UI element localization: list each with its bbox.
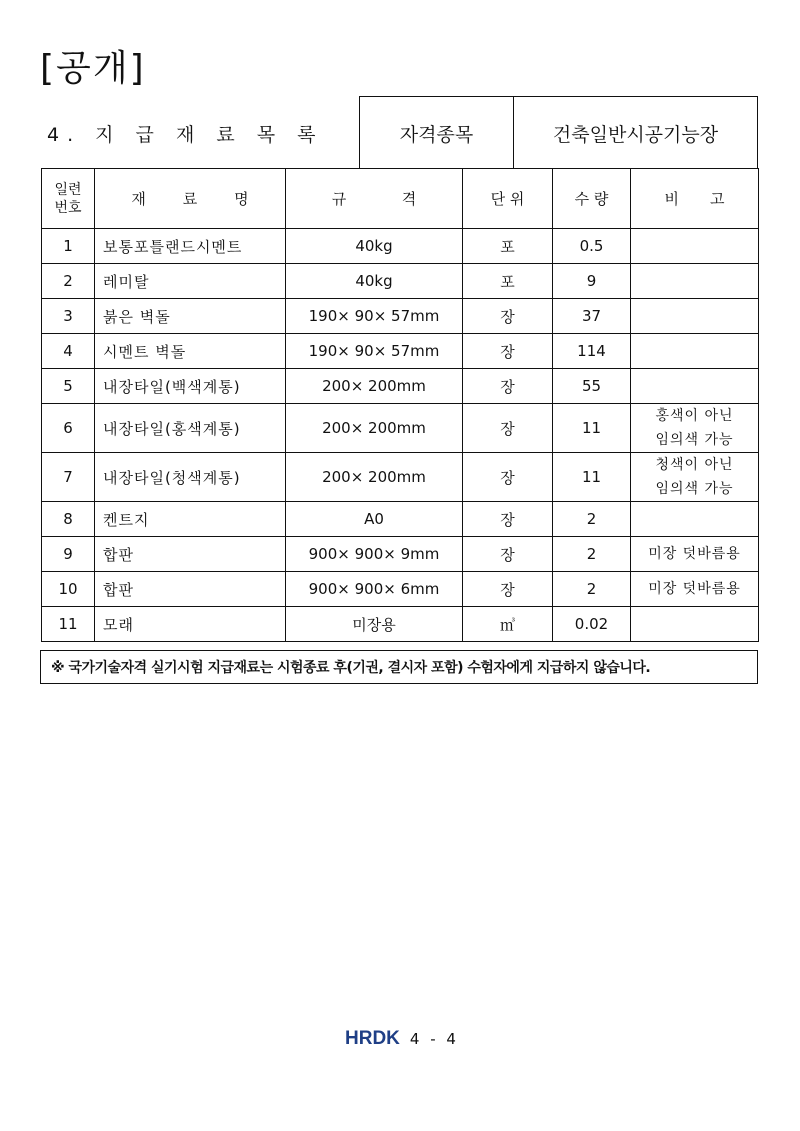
table-row xyxy=(42,404,759,453)
row-serial-no: 11 xyxy=(42,607,95,642)
row-material-name: 내장타일(청색계통) xyxy=(95,453,286,502)
row-quantity: 0.5 xyxy=(553,229,631,264)
row-note-line1: 홍색이 아닌 xyxy=(655,408,734,424)
row-serial-no: 1 xyxy=(42,229,95,264)
row-note-line2: 임의색 가능 xyxy=(655,432,734,448)
header-name-char: 명 xyxy=(234,190,249,208)
row-spec: 200× 200mm xyxy=(286,369,463,404)
row-unit: 장 xyxy=(463,453,553,502)
row-unit: 포 xyxy=(463,229,553,264)
row-material-name: 내장타일(홍색계통) xyxy=(95,404,286,453)
header-material-name xyxy=(95,169,286,229)
row-note xyxy=(631,299,759,334)
row-note xyxy=(631,502,759,537)
row-note-line1: 청색이 아닌 xyxy=(655,457,734,473)
row-material-name: 레미탈 xyxy=(95,264,286,299)
materials-table xyxy=(41,168,759,642)
row-spec: 900× 900× 9mm xyxy=(286,537,463,572)
row-material-name: 켄트지 xyxy=(95,502,286,537)
row-serial-no: 8 xyxy=(42,502,95,537)
row-material-name: 붉은 벽돌 xyxy=(95,299,286,334)
row-quantity: 2 xyxy=(553,572,631,607)
row-unit: 포 xyxy=(463,264,553,299)
section-title: 4. 지 급 재 료 목 록 xyxy=(47,123,324,146)
row-note xyxy=(631,607,759,642)
row-serial-no: 4 xyxy=(42,334,95,369)
row-spec: 900× 900× 6mm xyxy=(286,572,463,607)
row-spec: 190× 90× 57mm xyxy=(286,299,463,334)
row-quantity: 0.02 xyxy=(553,607,631,642)
header-unit: 단 위 xyxy=(463,169,553,229)
row-spec: 40kg xyxy=(286,229,463,264)
section-header xyxy=(41,96,758,169)
row-quantity: 2 xyxy=(553,502,631,537)
page-number: 4 - 4 xyxy=(409,1030,459,1048)
qualification-label: 자격종목 xyxy=(360,97,514,169)
row-note-line1: 미장 덧바름용 xyxy=(648,581,741,597)
row-spec: 미장용 xyxy=(286,607,463,642)
row-quantity: 55 xyxy=(553,369,631,404)
row-spec: 200× 200mm xyxy=(286,453,463,502)
table-header-row xyxy=(42,169,759,229)
hrdk-logo: HRDK xyxy=(345,1028,400,1049)
row-quantity: 11 xyxy=(553,453,631,502)
header-spec-char: 규 xyxy=(331,190,347,208)
row-serial-no: 7 xyxy=(42,453,95,502)
table-row xyxy=(42,229,759,264)
row-serial-no: 5 xyxy=(42,369,95,404)
row-unit: 장 xyxy=(463,369,553,404)
page-footer xyxy=(345,1028,459,1050)
row-note xyxy=(631,334,759,369)
table-row xyxy=(42,264,759,299)
header-note-char: 고 xyxy=(710,190,725,208)
row-quantity: 37 xyxy=(553,299,631,334)
qualification-box xyxy=(359,96,758,169)
table-row xyxy=(42,502,759,537)
row-material-name: 보통포틀랜드시멘트 xyxy=(95,229,286,264)
header-serial-no xyxy=(42,169,95,229)
notice-box: ※ 국가기술자격 실기시험 지급재료는 시험종료 후(기권, 결시자 포함) 수험자에게 지급하지 않습니다. xyxy=(40,650,758,684)
qualification-value: 건축일반시공기능장 xyxy=(552,123,719,146)
header-note-char: 비 xyxy=(664,190,679,208)
row-quantity: 114 xyxy=(553,334,631,369)
row-material-name: 합판 xyxy=(95,572,286,607)
row-material-name: 모래 xyxy=(95,607,286,642)
row-spec: 40kg xyxy=(286,264,463,299)
row-note xyxy=(631,229,759,264)
row-unit: 장 xyxy=(463,502,553,537)
table-row xyxy=(42,572,759,607)
row-spec: 200× 200mm xyxy=(286,404,463,453)
table-row xyxy=(42,334,759,369)
header-serial-line2: 번호 xyxy=(54,199,82,216)
row-quantity: 9 xyxy=(553,264,631,299)
table-row xyxy=(42,607,759,642)
row-spec: 190× 90× 57mm xyxy=(286,334,463,369)
row-material-name: 내장타일(백색계통) xyxy=(95,369,286,404)
table-row xyxy=(42,369,759,404)
row-note-line1: 미장 덧바름용 xyxy=(648,546,741,562)
row-note xyxy=(631,369,759,404)
row-serial-no: 9 xyxy=(42,537,95,572)
header-quantity: 수 량 xyxy=(553,169,631,229)
row-note xyxy=(631,264,759,299)
header-serial-line1: 일련 xyxy=(54,181,82,198)
row-quantity: 2 xyxy=(553,537,631,572)
row-material-name: 합판 xyxy=(95,537,286,572)
header-spec xyxy=(286,169,463,229)
header-spec-char: 격 xyxy=(401,190,417,208)
header-note xyxy=(631,169,759,229)
row-serial-no: 6 xyxy=(42,404,95,453)
row-note xyxy=(631,453,759,502)
row-note xyxy=(631,404,759,453)
row-unit: 장 xyxy=(463,537,553,572)
document-tag: [공개] xyxy=(40,48,146,89)
row-unit: 장 xyxy=(463,572,553,607)
row-serial-no: 2 xyxy=(42,264,95,299)
row-unit: ㎥ xyxy=(463,607,553,642)
row-unit: 장 xyxy=(463,404,553,453)
row-quantity: 11 xyxy=(553,404,631,453)
header-name-char: 재 xyxy=(131,190,146,208)
row-note xyxy=(631,537,759,572)
table-row xyxy=(42,299,759,334)
row-note xyxy=(631,572,759,607)
row-material-name: 시멘트 벽돌 xyxy=(95,334,286,369)
row-note-line2: 임의색 가능 xyxy=(655,481,734,497)
row-serial-no: 3 xyxy=(42,299,95,334)
row-serial-no: 10 xyxy=(42,572,95,607)
table-row xyxy=(42,453,759,502)
row-spec: A0 xyxy=(286,502,463,537)
row-unit: 장 xyxy=(463,299,553,334)
header-name-char: 료 xyxy=(182,190,198,208)
row-unit: 장 xyxy=(463,334,553,369)
table-row xyxy=(42,537,759,572)
